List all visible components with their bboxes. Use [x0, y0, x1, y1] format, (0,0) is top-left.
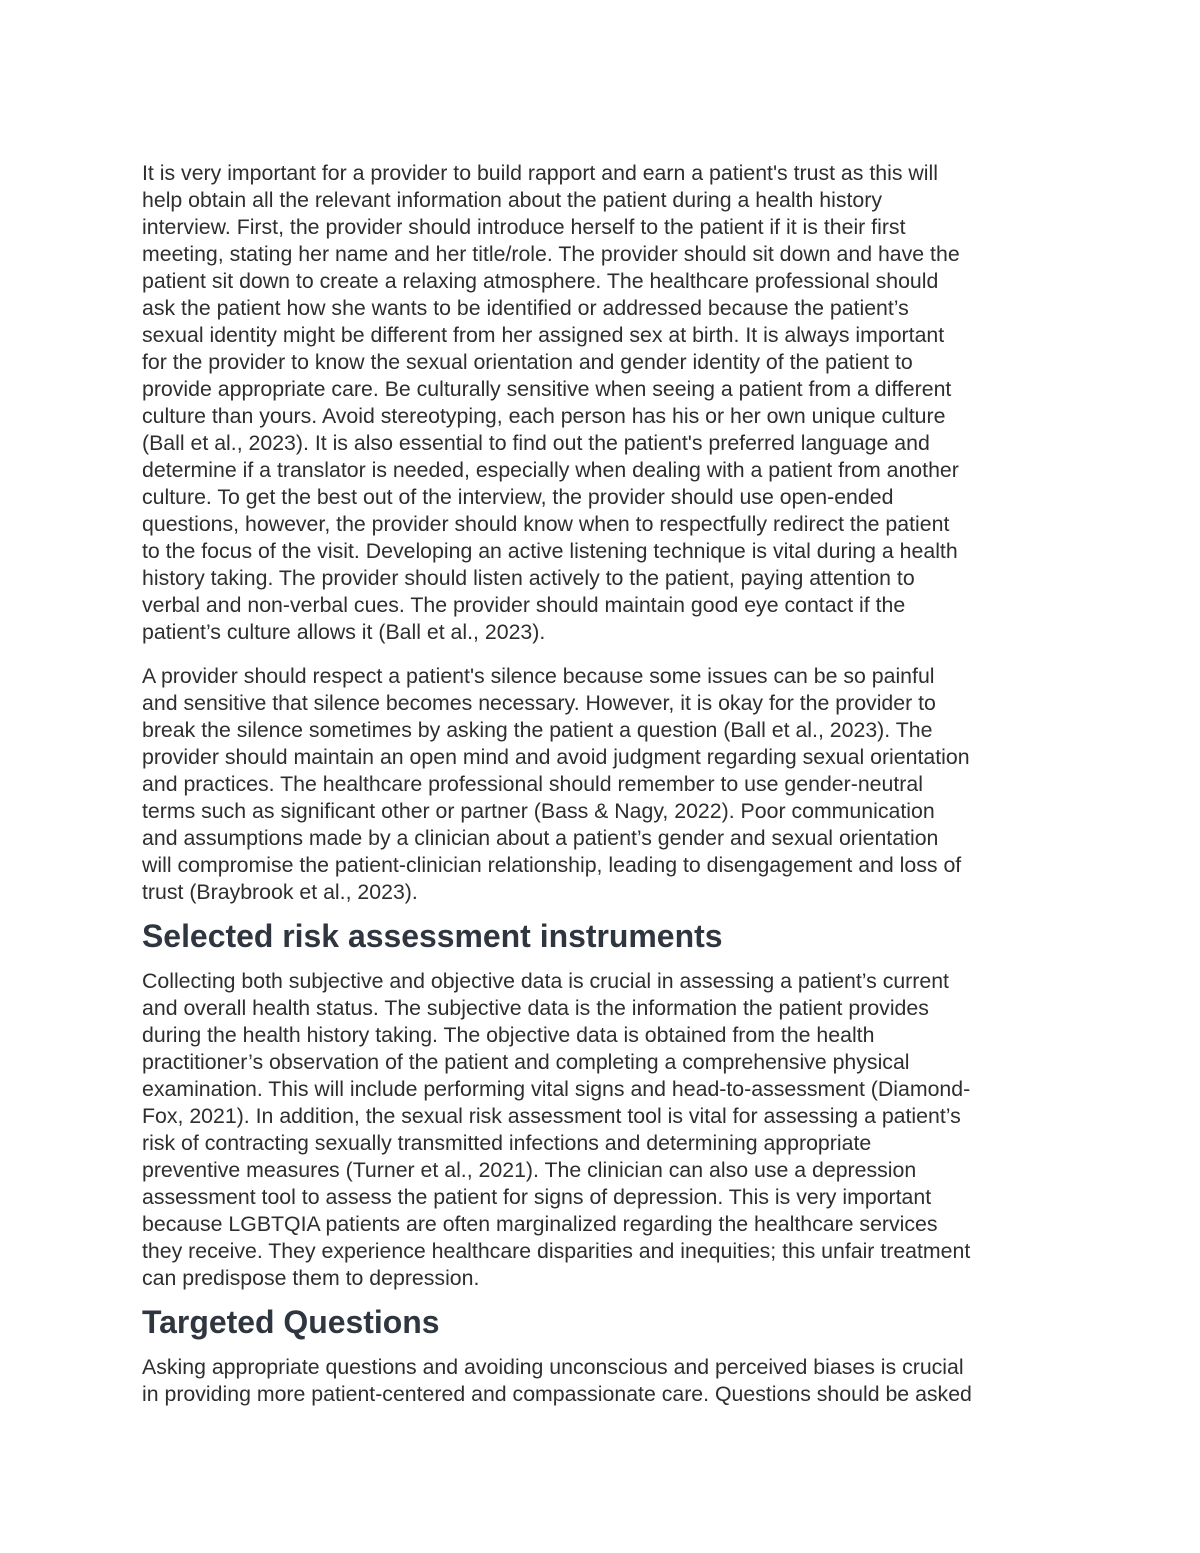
body-paragraph-data-collection: Collecting both subjective and objective data is crucial in assessing a patient’s current and overall health status. The subjective data is the information the patient provides during the health history taking. The objective data is obtained from the health practitioner’s observation of the patient and completing a comprehensive physical examination. This will include performing vital signs and head-to-assessment (Diamond- Fox, 2021). In addition, the sexual risk assessment tool is vital for assessing a patient’s risk of contracting sexually transmitted infections and determining appropriate preventive measures (Turner et al., 2021). The clinician can also use a depression assessment tool to assess the patient for signs of depression. This is very important because LGBTQIA patients are often marginalized regarding the healthcare services they receive. They experience healthcare disparities and inequities; this unfair treatment can predispose them to depression.: [142, 969, 971, 1290]
section-heading-risk-assessment: Selected risk assessment instruments: [142, 918, 723, 954]
body-paragraph-rapport: It is very important for a provider to build rapport and earn a patient's trust as this will help obtain all the relevant information about the patient during a health history interview. First, the provider should introduce herself to the patient if it is their first meeting, stating her name and her title/role. The provider should sit down and have the patient sit down to create a relaxing atmosphere. The healthcare professional should ask the patient how she wants to be identified or addressed because the patient’s sexual identity might be different from her assigned sex at birth. It is always important for the provider to know the sexual orientation and gender identity of the patient to provide appropriate care. Be culturally sensitive when seeing a patient from a different culture than yours. Avoid stereotyping, each person has his or her own unique culture (Ball et al., 2023). It is also essential to find out the patient's preferred language and determine if a translator is needed, especially when dealing with a patient from another culture. To get the best out of the interview, the provider should use open-ended questions, however, the provider should know when to respectfully redirect the patient to the focus of the visit. Developing an active listening technique is vital during a health history taking. The provider should listen actively to the patient, paying attention to verbal and non-verbal cues. The provider should maintain good eye contact if the patient’s culture allows it (Ball et al., 2023).: [142, 161, 960, 644]
document-page: [142, 160, 1072, 1425]
body-paragraph-silence: A provider should respect a patient's silence because some issues can be so painful and sensitive that silence becomes necessary. However, it is okay for the provider to break the silence sometimes by asking the patient a question (Ball et al., 2023). The provider should maintain an open mind and avoid judgment regarding sexual orientation and practices. The healthcare professional should remember to use gender-neutral terms such as significant other or partner (Bass & Nagy, 2022). Poor communication and assumptions made by a clinician about a patient’s gender and sexual orientation will compromise the patient-clinician relationship, leading to disengagement and loss of trust (Braybrook et al., 2023).: [142, 664, 970, 904]
body-paragraph-questions: Asking appropriate questions and avoiding unconscious and perceived biases is crucial in providing more patient-centered and compassionate care. Questions should be asked: [142, 1355, 972, 1406]
section-heading-targeted-questions: Targeted Questions: [142, 1304, 440, 1340]
